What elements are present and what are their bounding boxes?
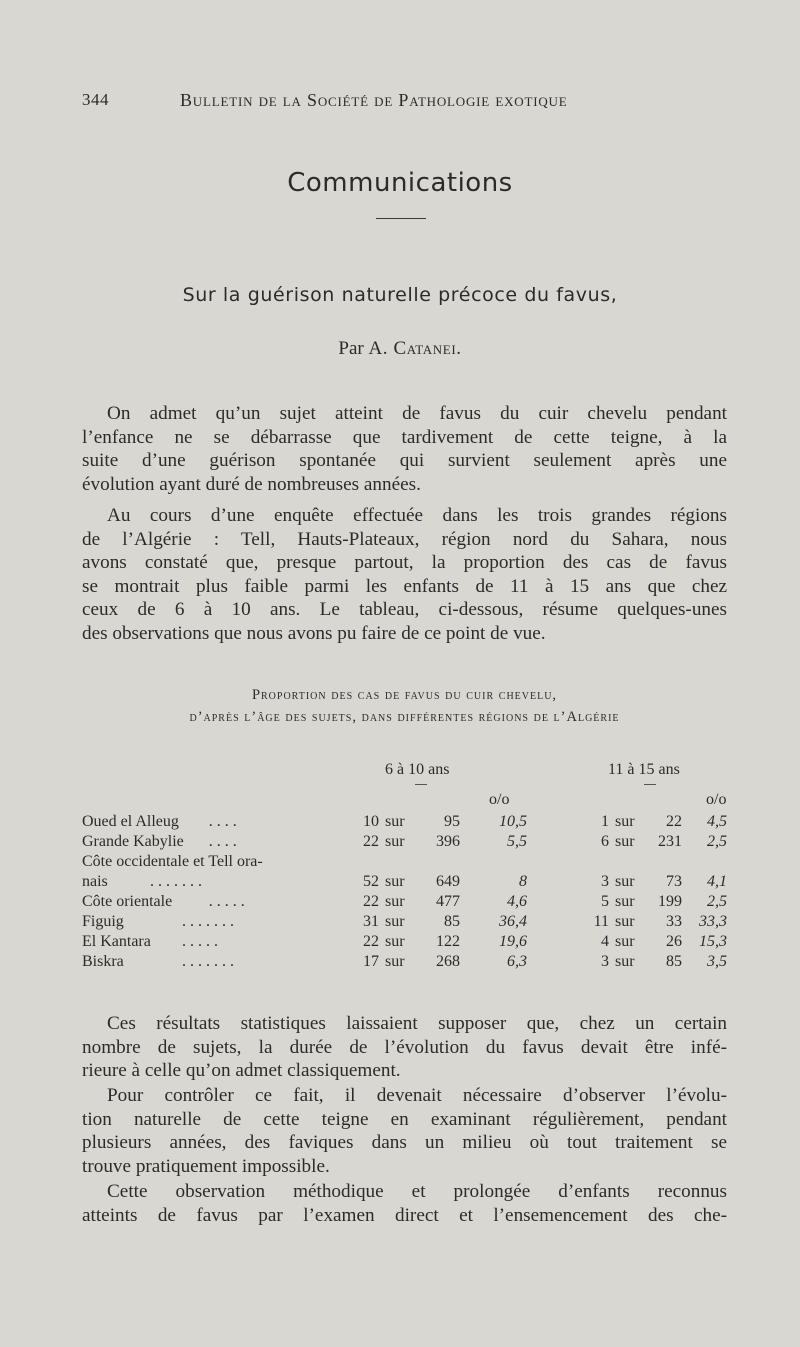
percent-6-10: 10,5 [499,813,527,830]
sur-label: sur [385,933,405,950]
total-11-15: 199 [658,893,682,910]
sur-label: sur [615,813,635,830]
cases-6-10: 17 [363,953,379,970]
sur-label: sur [385,813,405,830]
leader-dots: . . . . . [182,933,218,950]
text-line: atteints de favus par l’examen direct et l’ensemencement des che- [82,1204,727,1226]
percent-header: o/o [706,791,727,808]
byline-prefix: Par [338,338,364,359]
text-line: tion naturelle de cette teigne en examinant régulièrement, pendant [82,1108,727,1130]
table-caption-line: d’après l’âge des sujets, dans différentes régions de l’Algérie [189,709,620,725]
percent-header: o/o [489,791,510,808]
text-line: de l’Algérie : Tell, Hauts-Plateaux, région nord du Sahara, nous [82,528,727,550]
cases-11-15: 3 [601,873,609,890]
total-11-15: 85 [666,953,682,970]
title-rule [376,218,426,219]
percent-11-15: 4,1 [707,873,727,890]
total-11-15: 33 [666,913,682,930]
region-label: Côte orientale [82,893,173,910]
region-label: Biskra [82,953,124,970]
total-11-15: 22 [666,813,682,830]
region-label: nais [82,873,108,890]
percent-6-10: 8 [519,873,527,890]
text-line: plusieurs années, des faviques dans un milieu où tout traitement se [82,1132,727,1154]
paragraph-1 [82,402,727,496]
favus-table [82,760,732,980]
percent-11-15: 3,5 [707,953,727,970]
percent-6-10: 19,6 [499,933,527,950]
total-11-15: 73 [666,873,682,890]
byline [0,338,800,360]
sur-label: sur [615,873,635,890]
percent-11-15: 33,3 [699,913,727,930]
leader-dots: . . . . . [208,893,245,910]
sur-label: sur [385,913,405,930]
percent-6-10: 6,3 [507,953,527,970]
percent-6-10: 5,5 [507,833,527,850]
total-6-10: 95 [444,813,460,830]
percent-6-10: 4,6 [507,893,527,910]
cases-6-10: 10 [363,813,379,830]
percent-11-15: 15,3 [699,933,727,950]
cases-6-10: 22 [363,893,379,910]
sur-label: sur [615,893,635,910]
text-line: Pour contrôler ce fait, il devenait nécessaire d’observer l’évolu- [107,1085,727,1106]
total-6-10: 122 [436,933,460,950]
text-line: suite d’une guérison spontanée qui survient seulement après une [82,450,727,472]
text-line: Cette observation méthodique et prolongée d’enfants reconnus [107,1181,727,1202]
cases-11-15: 5 [601,893,609,910]
region-label: Côte occidentale et Tell ora- [82,853,263,870]
paragraph-4 [82,1084,727,1178]
leader-dots: . . . . [208,813,237,830]
total-6-10: 268 [436,953,460,970]
sur-label: sur [385,833,405,850]
cases-11-15: 1 [601,813,609,830]
cases-6-10: 52 [363,873,379,890]
cases-6-10: 31 [363,913,379,930]
percent-11-15: 4,5 [707,813,727,830]
sur-label: sur [615,833,635,850]
percent-11-15: 2,5 [707,833,727,850]
cases-11-15: 11 [593,913,609,930]
region-label: Oued el Alleug [82,813,179,830]
sur-label: sur [385,893,405,910]
text-line: On admet qu’un sujet atteint de favus du cuir chevelu pendant [107,403,727,424]
text-line: trouve pratiquement impossible. [82,1155,330,1177]
text-line: des observations que nous avons pu faire de ce point de vue. [82,622,546,644]
paragraph-2 [82,504,727,646]
text-line: évolution ayant duré de nombreuses années. [82,473,421,495]
region-label: Figuig [82,913,124,930]
author-name: A. Catanei. [368,338,462,359]
total-11-15: 26 [666,933,682,950]
total-6-10: 396 [436,833,460,850]
cases-11-15: 6 [601,833,609,850]
table-caption-line: Proportion des cas de favus du cuir chevelu, [251,687,558,703]
article-title: Sur la guérison naturelle précoce du favus, [182,284,618,306]
leader-dots: . . . . . . . [182,953,234,970]
region-label: Grande Kabylie [82,833,184,850]
sur-label: sur [615,933,635,950]
percent-6-10: 36,4 [499,913,527,930]
total-6-10: 477 [436,893,460,910]
text-line: nombre de sujets, la durée de l’évolution du favus devait être infé- [82,1036,727,1058]
section-title: Communications [287,168,513,198]
group-header-11-15: 11 à 15 ans [608,761,680,778]
leader-dots: . . . . [208,833,237,850]
sur-label: sur [385,873,405,890]
sur-label: sur [385,953,405,970]
cases-6-10: 22 [363,933,379,950]
text-line: ceux de 6 à 10 ans. Le tableau, ci-dessous, résume quelques-unes [82,599,727,621]
text-line: Au cours d’une enquête effectuée dans les trois grandes régions [107,505,727,526]
group-header-6-10: 6 à 10 ans [385,761,450,778]
region-label: El Kantara [82,933,151,950]
total-6-10: 649 [436,873,460,890]
header-dash [644,784,656,785]
sur-label: sur [615,913,635,930]
total-6-10: 85 [444,913,460,930]
page-number: 344 [82,90,109,109]
text-line: avons constaté que, presque partout, la proportion des cas de favus [82,552,727,574]
leader-dots: . . . . . . . [150,873,202,890]
total-11-15: 231 [658,833,682,850]
text-line: rieure à celle qu’on admet classiquement. [82,1060,401,1082]
sur-label: sur [615,953,635,970]
cases-11-15: 3 [601,953,609,970]
cases-6-10: 22 [363,833,379,850]
leader-dots: . . . . . . . [182,913,234,930]
header-dash [415,784,427,785]
table-caption [82,684,727,728]
percent-11-15: 2,5 [707,893,727,910]
text-line: Ces résultats statistiques laissaient supposer que, chez un certain [107,1013,727,1034]
text-line: se montrait plus faible parmi les enfants de 11 à 15 ans que chez [82,575,727,597]
paragraph-3 [82,1012,727,1083]
journal-title: Bulletin de la Société de Pathologie exotique [180,90,568,110]
text-line: l’enfance ne se débarrasse que tardivement de cette teigne, à la [82,426,727,448]
cases-11-15: 4 [601,933,609,950]
paragraph-5 [82,1180,727,1227]
